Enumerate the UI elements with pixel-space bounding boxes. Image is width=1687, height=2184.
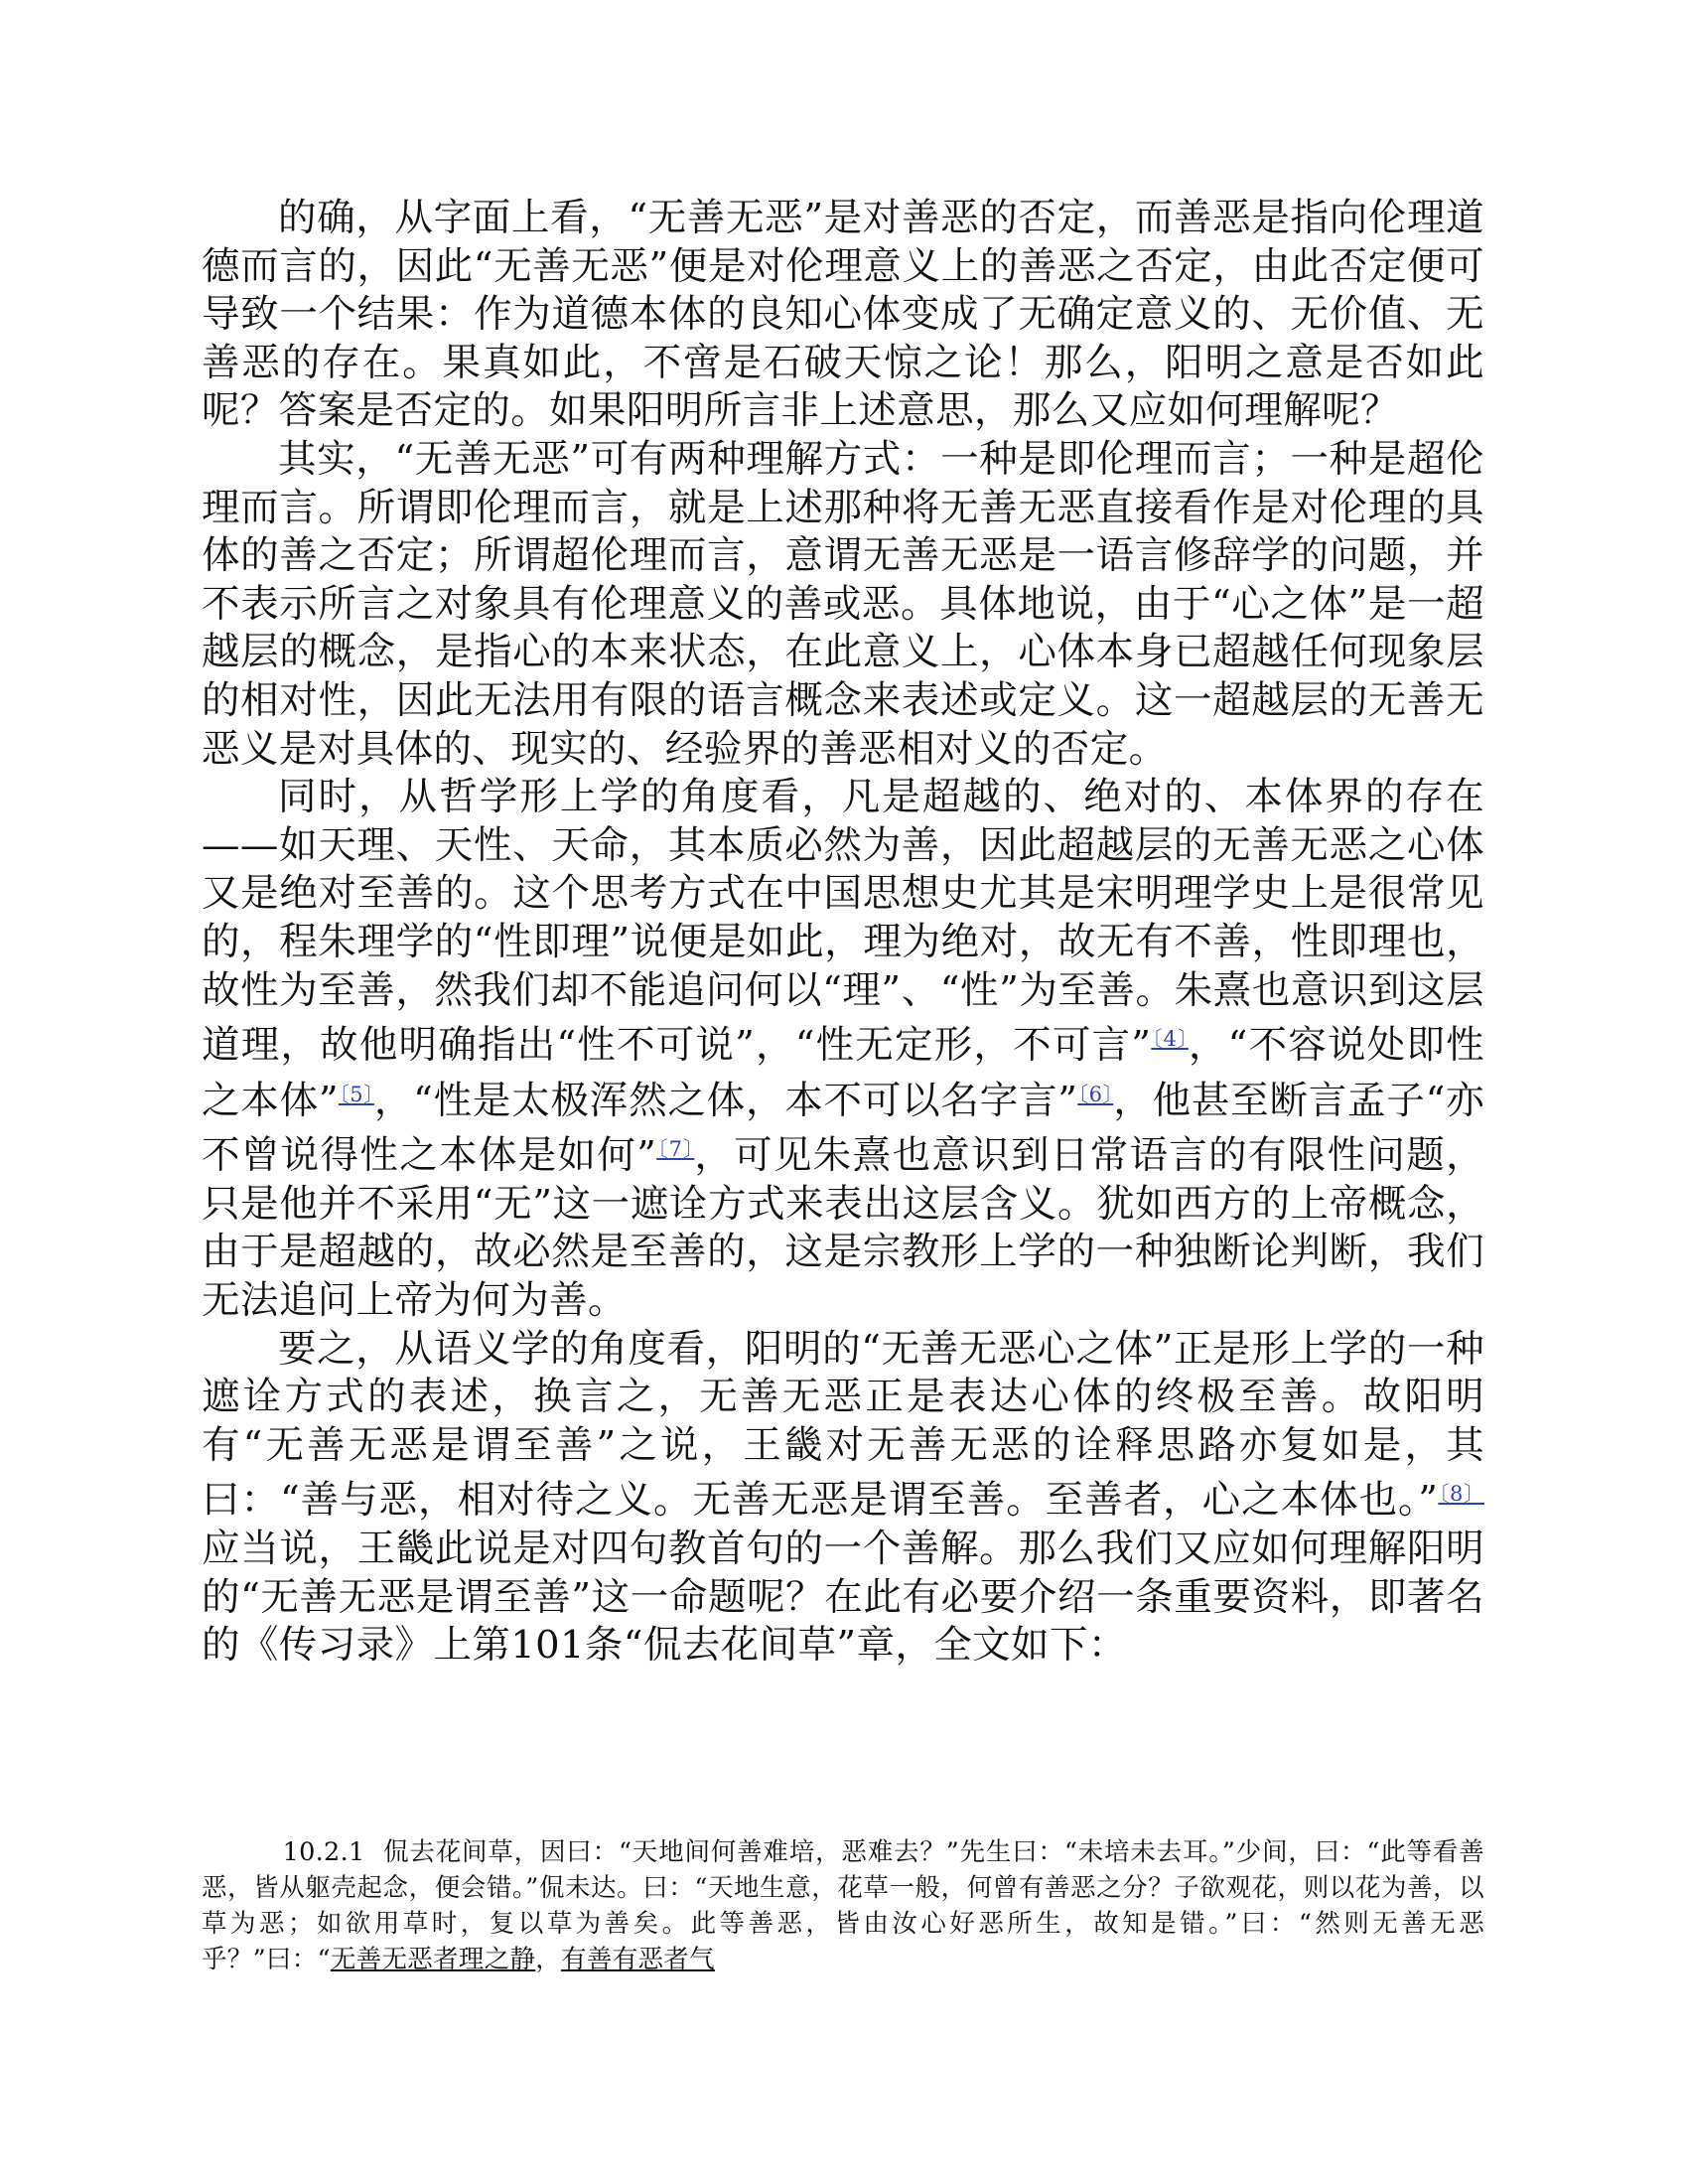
paragraph-3-text: ，“不容说处即性之本体”: [202, 1023, 1484, 1123]
paragraph-4: [202, 1326, 1484, 1671]
footnote-link-7[interactable]: 〔7〕: [656, 1137, 695, 1162]
paragraph-1: 的确，从字面上看，“无善无恶”是对善恶的否定，而善恶是指向伦理道德而言的，因此“无善无恶”便是对伦理意义上的善恶之否定，由此否定便可导致一个结果：作为道德本体的良知心体变成了无确定意义的、无价值、无善恶的存在。果真如此，不啻是石破天惊之论！那么，阳明之意是否如此呢？答案是否定的。如果阳明所言非上述意思，那么又应如何理解呢？: [202, 196, 1484, 434]
footnote-link-4[interactable]: 〔4〕: [1151, 1027, 1189, 1052]
paragraph-3-text: 同时，从哲学形上学的角度看，凡是超越的、绝对的、本体界的存在——如天理、天性、天命，其本质必然为善，因此超越层的无善无恶之心体又是绝对至善的。这个思考方式在中国思想史尤其是宋明理学史上是很常见的，程朱理学的“性即理”说便是如此，理为绝对，故无有不善，性即理也，故性为至善，然我们却不能追问何以“理”、“性”为至善。朱熹也意识到这层道理，故他明确指出“性不可说”，“性无定形，不可言”: [202, 775, 1484, 1069]
quote-underlined-phrase: 无善无恶者理之静: [330, 1945, 536, 1974]
paragraph-3-text: ，“性是太极浑然之体，本不可以名字言”: [373, 1078, 1078, 1123]
quote-separator: ，: [535, 1945, 562, 1974]
paragraph-4-text: 应当说，王畿此说是对四句教首句的一个善解。那么我们又应如何理解阳明的“无善无恶是谓至善”这一命题呢？在此有必要介绍一条重要资料，即著名的《传习录》上第101条“侃去花间草”章，全文如下：: [202, 1527, 1484, 1669]
body-text: [202, 195, 1484, 1671]
quote-number: 10.2.1: [282, 1837, 365, 1867]
quote-text: 侃去花间草，因曰：“天地间何善难培，恶难去？”先生曰：“未培未去耳。”少间，曰：“此等看善恶，皆从躯壳起念，便会错。”侃未达。曰：“天地生意，花草一般，何曾有善恶之分？子欲观花，则以花为善，以草为恶；如欲用草时，复以草为善矣。此等善恶，皆由汝心好恶所生，故知是错。”曰：“然则无善无恶乎？”曰：“: [202, 1837, 1484, 1974]
paragraph-4-text: 要之，从语义学的角度看，阳明的“无善无恶心之体”正是形上学的一种遮诠方式的表述，换言之，无善无恶正是表达心体的终极至善。故阳明有“无善无恶是谓至善”之说，王畿对无善无恶的诠释思路亦复如是，其曰：“善与恶，相对待之义。无善无恶是谓至善。至善者，心之本体也。”: [202, 1326, 1484, 1524]
paragraph-2: 其实，“无善无恶”可有两种理解方式：一种是即伦理而言；一种是超伦理而言。所谓即伦理而言，就是上述那种将无善无恶直接看作是对伦理的具体的善之否定；所谓超伦理而言，意谓无善无恶是一语言修辞学的问题，并不表示所言之对象具有伦理意义的善或恶。具体地说，由于“心之体”是一超越层的概念，是指心的本来状态，在此意义上，心体本身已超越任何现象层的相对性，因此无法用有限的语言概念来表述或定义。这一超越层的无善无恶义是对具体的、现实的、经验界的善恶相对义的否定。: [202, 436, 1484, 772]
block-quote: [202, 1834, 1484, 1977]
footnote-link-8[interactable]: 〔8〕: [1438, 1482, 1484, 1507]
quote-paragraph: [202, 1834, 1484, 1977]
paragraph-3-text: ，可见朱熹也意识到日常语言的有限性问题，只是他并不采用“无”这一遮诠方式来表出这层含义。犹如西方的上帝概念，由于是超越的，故必然是至善的，这是宗教形上学的一种独断论判断，我们无法追问上帝为何为善。: [202, 1133, 1484, 1324]
paragraph-3-text: ，他甚至断言孟子“亦不曾说得性之本体是如何”: [202, 1078, 1484, 1179]
quote-underlined-phrase: 有善有恶者气: [561, 1945, 715, 1974]
footnote-link-5[interactable]: 〔5〕: [338, 1082, 374, 1106]
paragraph-3: [202, 774, 1484, 1326]
footnote-link-6[interactable]: 〔6〕: [1077, 1082, 1114, 1106]
